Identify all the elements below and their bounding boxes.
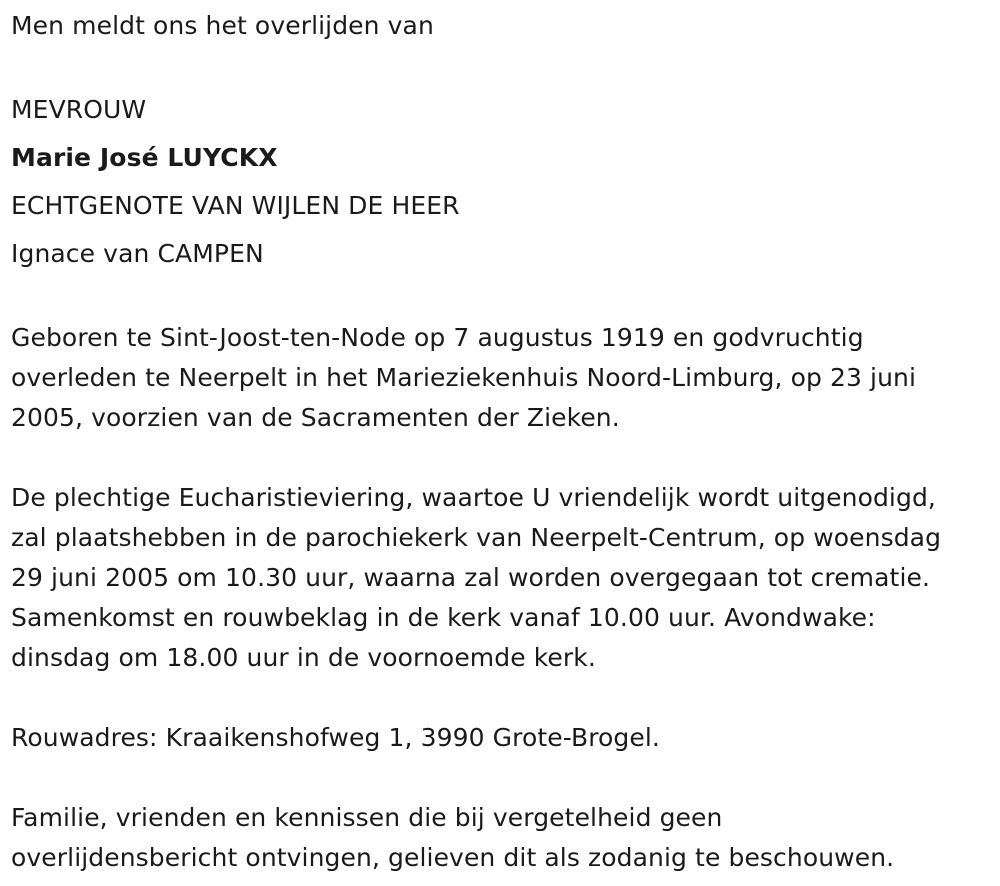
- paragraph-line: 29 juni 2005 om 10.30 uur, waarna zal worden overgegaan tot crematie.: [11, 563, 931, 592]
- spacer: [11, 758, 996, 798]
- notice-paragraph: [11, 798, 996, 878]
- paragraph-line: overleden te Neerpelt in het Marieziekenhuis Noord-Limburg, op 23 juni: [11, 363, 917, 392]
- paragraph-line: dinsdag om 18.00 uur in de voornoemde kerk.: [11, 643, 596, 672]
- address-paragraph: [11, 718, 996, 758]
- spacer: [11, 438, 996, 478]
- spouse-name: Ignace van CAMPEN: [11, 239, 264, 268]
- paragraph-line: Rouwadres: Kraaikenshofweg 1, 3990 Grote-Brogel.: [11, 723, 660, 752]
- paragraph-line: Geboren te Sint-Joost-ten-Node op 7 augustus 1919 en godvruchtig: [11, 323, 864, 352]
- paragraph-line: De plechtige Eucharistieviering, waartoe U vriendelijk wordt uitgenodigd,: [11, 483, 936, 512]
- honorific-title: MEVROUW: [11, 95, 147, 124]
- spacer: [11, 278, 996, 318]
- paragraph-line: Familie, vrienden en kennissen die bij vergetelheid geen: [11, 803, 723, 832]
- deceased-name: Marie José LUYCKX: [11, 143, 278, 172]
- paragraph-line: overlijdensbericht ontvingen, gelieven dit als zodanig te beschouwen.: [11, 843, 895, 872]
- paragraph-line: Samenkomst en rouwbeklag in de kerk vanaf 10.00 uur. Avondwake:: [11, 603, 876, 632]
- relation-text: ECHTGENOTE VAN WIJLEN DE HEER: [11, 191, 460, 220]
- spacer: [11, 46, 996, 86]
- intro-text: Men meldt ons het overlijden van: [11, 11, 434, 40]
- ceremony-paragraph: [11, 478, 996, 678]
- paragraph-line: 2005, voorzien van de Sacramenten der Zieken.: [11, 403, 620, 432]
- paragraph-line: zal plaatshebben in de parochiekerk van Neerpelt-Centrum, op woensdag: [11, 523, 942, 552]
- spacer: [11, 678, 996, 718]
- obituary-document: [11, 0, 996, 878]
- birth-death-paragraph: [11, 318, 996, 438]
